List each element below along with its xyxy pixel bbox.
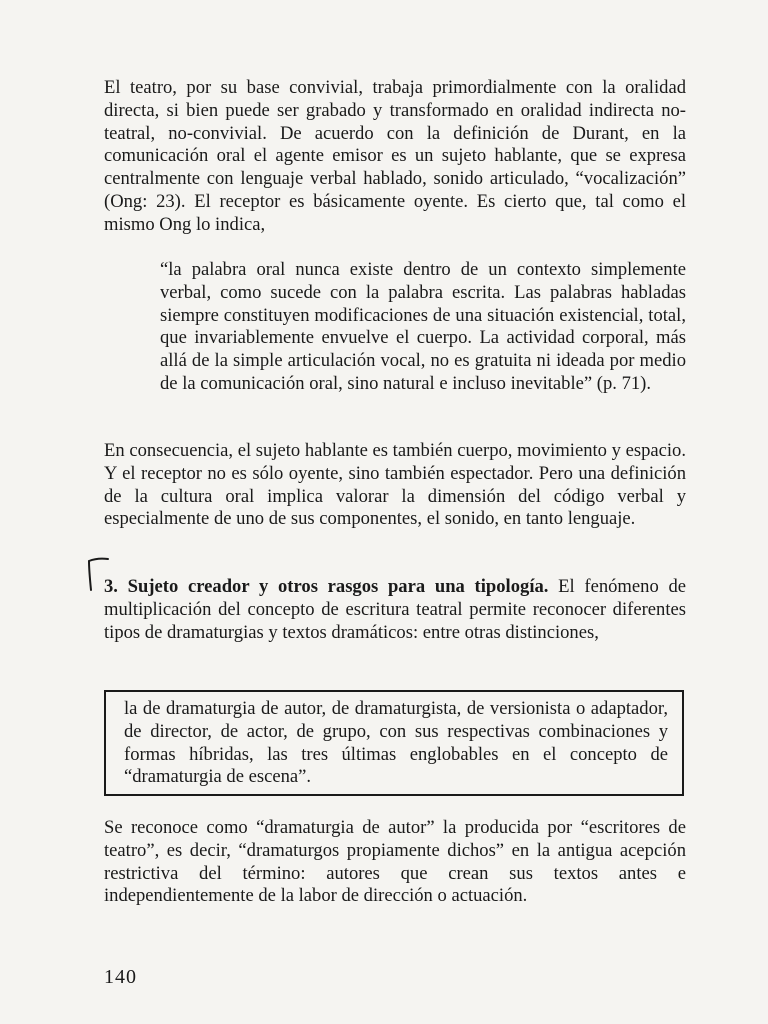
paragraph-section-3: [104, 576, 686, 644]
paragraph-consecuencia: En consecuencia, el sujeto hablante es también cuerpo, movimiento y espacio. Y el receptor no es sólo oyente, sino también espectador. Pero una definición de la cultura oral implica valorar la dimensión del código verbal y especialmente de uno de sus componentes, el sonido, en tanto lenguaje.: [104, 440, 686, 530]
page-number: 140: [104, 966, 137, 988]
boxed-definition-text: la de dramaturgia de autor, de dramaturgista, de versionista o adaptador, de director, de actor, de grupo, con sus respectivas combinaciones y formas híbridas, las tres últimas englobables en el concepto de “dramaturgia de escena”.: [124, 698, 668, 788]
paragraph-oralidad: El teatro, por su base convivial, trabaja primordialmente con la oralidad directa, si bien puede ser grabado y transformado en oralidad indirecta no-teatral, no-convivial. De acuerdo con la definición de Durant, en la comunicación oral el agente emisor es un sujeto hablante, que se expresa centralmente con lenguaje verbal hablado, sonido articulado, “vocalización” (Ong: 23). El receptor es básicamente oyente. Es cierto que, tal como el mismo Ong lo indica,: [104, 77, 686, 235]
section-body: El fenómeno de multiplicación del concepto de escritura teatral permite reconocer diferentes tipos de dramaturgias y textos dramáticos: entre otras distinciones,: [104, 576, 687, 643]
paragraph-dramaturgia-autor: Se reconoce como “dramaturgia de autor” la producida por “escritores de teatro”, es decir, “dramaturgos propiamente dichos” en la antigua acepción restrictiva del término: autores que crean sus textos antes e independientemente de la labor de dirección o actuación.: [104, 817, 686, 907]
section-heading: 3. Sujeto creador y otros rasgos para una tipología.: [104, 576, 549, 597]
block-quote-ong: “la palabra oral nunca existe dentro de un contexto simplemente verbal, como sucede con la palabra escrita. Las palabras habladas siempre constituyen modificaciones de una situación existencial, total, que invariablemente envuelve el cuerpo. La actividad corporal, más allá de la simple articulación vocal, no es gratuita ni ideada por medio de la comunicación oral, sino natural e incluso inevitable” (p. 71).: [160, 259, 686, 394]
boxed-definition: [104, 690, 684, 796]
